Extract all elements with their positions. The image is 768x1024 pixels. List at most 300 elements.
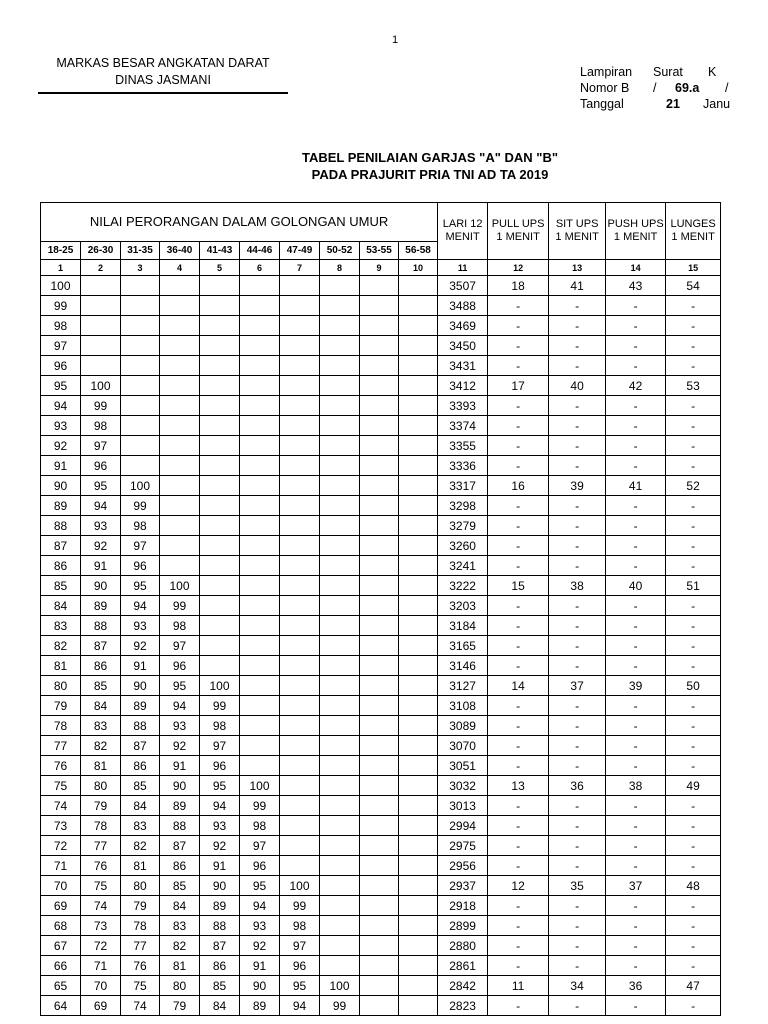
table-cell: -: [666, 816, 721, 836]
table-row: [41, 596, 721, 616]
table-row: [41, 956, 721, 976]
table-cell: [160, 316, 200, 336]
table-cell: 86: [160, 856, 200, 876]
table-cell: 3165: [438, 636, 488, 656]
table-cell: -: [606, 656, 666, 676]
table-cell: -: [488, 656, 549, 676]
table-cell: 99: [121, 496, 160, 516]
table-cell: 90: [160, 776, 200, 796]
table-cell: 89: [200, 896, 240, 916]
table-cell: -: [606, 296, 666, 316]
table-cell: [360, 976, 399, 996]
table-cell: [280, 856, 320, 876]
table-cell: 2861: [438, 956, 488, 976]
table-cell: 42: [606, 376, 666, 396]
table-cell: 100: [41, 276, 81, 296]
table-cell: 99: [81, 396, 121, 416]
table-cell: -: [666, 796, 721, 816]
table-cell: -: [666, 656, 721, 676]
table-cell: [360, 276, 399, 296]
table-cell: [399, 596, 438, 616]
table-row: [41, 336, 721, 356]
table-cell: [399, 416, 438, 436]
table-cell: [320, 576, 360, 596]
table-cell: 80: [121, 876, 160, 896]
table-cell: [399, 836, 438, 856]
table-cell: 92: [121, 636, 160, 656]
table-cell: 92: [41, 436, 81, 456]
table-cell: [280, 376, 320, 396]
table-cell: 69: [41, 896, 81, 916]
table-cell: 50: [666, 676, 721, 696]
table-cell: 98: [240, 816, 280, 836]
table-cell: 73: [81, 916, 121, 936]
table-cell: [320, 556, 360, 576]
table-cell: -: [488, 296, 549, 316]
table-cell: [360, 436, 399, 456]
table-cell: 3336: [438, 456, 488, 476]
table-cell: 98: [81, 416, 121, 436]
table-cell: 95: [200, 776, 240, 796]
table-cell: [320, 376, 360, 396]
table-cell: [399, 396, 438, 416]
table-cell: [121, 396, 160, 416]
table-cell: 99: [160, 596, 200, 616]
table-row: [41, 736, 721, 756]
table-cell: 35: [549, 876, 606, 896]
table-cell: [320, 696, 360, 716]
table-row: [41, 936, 721, 956]
table-cell: -: [666, 556, 721, 576]
table-cell: 3051: [438, 756, 488, 776]
table-cell: [160, 276, 200, 296]
table-cell: 66: [41, 956, 81, 976]
table-cell: [399, 776, 438, 796]
table-cell: [320, 716, 360, 736]
table-cell: 41: [606, 476, 666, 496]
table-cell: -: [606, 416, 666, 436]
table-row: [41, 796, 721, 816]
table-cell: -: [549, 856, 606, 876]
table-cell: -: [606, 896, 666, 916]
table-cell: -: [549, 416, 606, 436]
table-cell: 2899: [438, 916, 488, 936]
table-cell: [240, 356, 280, 376]
table-cell: 78: [121, 916, 160, 936]
document-title: [230, 149, 630, 183]
column-number-cell: 6: [240, 260, 280, 276]
table-cell: [280, 756, 320, 776]
table-cell: 16: [488, 476, 549, 496]
table-cell: 3507: [438, 276, 488, 296]
table-cell: 97: [240, 836, 280, 856]
age-group-cell: 47-49: [280, 242, 320, 260]
table-cell: 76: [41, 756, 81, 776]
column-number-cell: 7: [280, 260, 320, 276]
table-cell: [81, 276, 121, 296]
table-cell: -: [549, 516, 606, 536]
table-cell: [399, 436, 438, 456]
table-cell: [280, 576, 320, 596]
table-cell: 72: [81, 936, 121, 956]
table-cell: [320, 356, 360, 376]
title-line-1: TABEL PENILAIAN GARJAS "A" DAN "B": [301, 150, 559, 165]
ref-row-date: [580, 96, 768, 112]
table-cell: [360, 396, 399, 416]
table-cell: -: [666, 916, 721, 936]
table-cell: 3450: [438, 336, 488, 356]
table-cell: -: [488, 696, 549, 716]
table-cell: [121, 316, 160, 336]
table-cell: 83: [81, 716, 121, 736]
table-row: [41, 816, 721, 836]
column-number-cell: 13: [549, 260, 606, 276]
event-header-pushups: PUSH UPS 1 MENIT: [606, 203, 666, 260]
table-cell: -: [606, 636, 666, 656]
table-cell: [320, 336, 360, 356]
table-cell: -: [549, 636, 606, 656]
table-cell: 3317: [438, 476, 488, 496]
table-cell: 87: [41, 536, 81, 556]
table-cell: -: [488, 636, 549, 656]
table-cell: 70: [81, 976, 121, 996]
ref-row-attachment: [580, 64, 768, 80]
table-cell: 87: [81, 636, 121, 656]
table-cell: 40: [606, 576, 666, 596]
table-cell: [320, 316, 360, 336]
table-cell: -: [606, 956, 666, 976]
ref-label-date: Tanggal: [580, 97, 624, 111]
table-cell: -: [549, 536, 606, 556]
table-cell: 89: [121, 696, 160, 716]
table-cell: 90: [81, 576, 121, 596]
table-cell: 96: [121, 556, 160, 576]
table-cell: [121, 336, 160, 356]
age-group-cell: 18-25: [41, 242, 81, 260]
table-cell: 98: [200, 716, 240, 736]
table-cell: 84: [200, 996, 240, 1016]
table-cell: 83: [121, 816, 160, 836]
table-cell: 83: [41, 616, 81, 636]
table-cell: [399, 916, 438, 936]
table-cell: [360, 776, 399, 796]
table-cell: 3070: [438, 736, 488, 756]
table-cell: 75: [41, 776, 81, 796]
table-cell: 91: [121, 656, 160, 676]
table-cell: [200, 656, 240, 676]
table-cell: -: [488, 616, 549, 636]
table-cell: 81: [160, 956, 200, 976]
table-cell: 77: [121, 936, 160, 956]
column-number-cell: 5: [200, 260, 240, 276]
table-cell: 38: [549, 576, 606, 596]
table-cell: [360, 336, 399, 356]
table-cell: 91: [240, 956, 280, 976]
ref-label-attachment: Lampiran: [580, 65, 633, 79]
table-cell: 99: [280, 896, 320, 916]
table-cell: -: [606, 596, 666, 616]
age-group-cell: 50-52: [320, 242, 360, 260]
table-cell: [320, 876, 360, 896]
table-cell: -: [488, 396, 549, 416]
table-cell: 96: [81, 456, 121, 476]
table-cell: 95: [121, 576, 160, 596]
table-cell: -: [549, 316, 606, 336]
column-number-cell: 4: [160, 260, 200, 276]
table-cell: 49: [666, 776, 721, 796]
table-cell: [240, 516, 280, 536]
title-line-2: PADA PRAJURIT PRIA TNI AD TA 2019: [311, 167, 549, 182]
table-cell: -: [549, 956, 606, 976]
table-cell: [280, 316, 320, 336]
table-cell: 99: [320, 996, 360, 1016]
table-row: [41, 916, 721, 936]
table-cell: 12: [488, 876, 549, 896]
table-cell: [160, 476, 200, 496]
table-cell: [280, 516, 320, 536]
table-cell: 84: [41, 596, 81, 616]
table-cell: [360, 696, 399, 716]
table-cell: [240, 456, 280, 476]
table-cell: [121, 456, 160, 476]
age-group-cell: 56-58: [399, 242, 438, 260]
table-cell: [399, 716, 438, 736]
ref-day: 21: [666, 97, 680, 111]
table-cell: 47: [666, 976, 721, 996]
table-cell: 72: [41, 836, 81, 856]
table-cell: -: [606, 836, 666, 856]
table-row: [41, 676, 721, 696]
column-number-cell: 3: [121, 260, 160, 276]
table-cell: 74: [81, 896, 121, 916]
table-cell: [160, 436, 200, 456]
table-cell: [360, 616, 399, 636]
table-cell: 76: [81, 856, 121, 876]
table-cell: 2823: [438, 996, 488, 1016]
table-cell: 83: [160, 916, 200, 936]
table-cell: -: [666, 336, 721, 356]
ref-month: Janu: [703, 97, 731, 111]
table-cell: [320, 436, 360, 456]
table-cell: 81: [41, 656, 81, 676]
table-cell: -: [549, 656, 606, 676]
table-cell: 75: [121, 976, 160, 996]
table-cell: [320, 736, 360, 756]
table-cell: [160, 496, 200, 516]
table-cell: -: [606, 456, 666, 476]
table-cell: [360, 856, 399, 876]
table-cell: -: [488, 496, 549, 516]
table-cell: [360, 676, 399, 696]
table-cell: 86: [41, 556, 81, 576]
table-cell: [280, 636, 320, 656]
table-cell: -: [549, 936, 606, 956]
ref-label-number: Nomor B: [580, 81, 630, 95]
table-cell: 75: [81, 876, 121, 896]
table-cell: [360, 496, 399, 516]
table-cell: 98: [121, 516, 160, 536]
ref-value-attachment: Surat: [653, 65, 683, 79]
table-cell: 97: [200, 736, 240, 756]
table-cell: 94: [121, 596, 160, 616]
table-cell: [240, 616, 280, 636]
table-cell: 82: [160, 936, 200, 956]
table-cell: 79: [81, 796, 121, 816]
table-cell: 73: [41, 816, 81, 836]
table-cell: -: [488, 336, 549, 356]
table-cell: -: [606, 716, 666, 736]
table-cell: [200, 436, 240, 456]
table-cell: 86: [121, 756, 160, 776]
table-cell: -: [666, 516, 721, 536]
table-cell: 3184: [438, 616, 488, 636]
table-cell: [360, 556, 399, 576]
table-row: [41, 576, 721, 596]
table-cell: [320, 536, 360, 556]
table-row: [41, 296, 721, 316]
table-cell: [360, 576, 399, 596]
table-cell: [200, 616, 240, 636]
table-cell: -: [606, 816, 666, 836]
table-cell: [399, 336, 438, 356]
table-cell: 99: [240, 796, 280, 816]
table-cell: 94: [200, 796, 240, 816]
table-cell: 80: [41, 676, 81, 696]
table-cell: [200, 416, 240, 436]
age-group-cell: 41-43: [200, 242, 240, 260]
table-cell: [320, 616, 360, 636]
table-cell: [320, 276, 360, 296]
table-cell: [360, 356, 399, 376]
table-cell: 3393: [438, 396, 488, 416]
table-cell: 94: [280, 996, 320, 1016]
table-cell: [399, 956, 438, 976]
table-cell: 68: [41, 916, 81, 936]
table-cell: 98: [280, 916, 320, 936]
table-cell: [200, 636, 240, 656]
table-cell: 85: [121, 776, 160, 796]
table-cell: [320, 956, 360, 976]
table-cell: 93: [160, 716, 200, 736]
table-cell: 67: [41, 936, 81, 956]
table-cell: -: [488, 716, 549, 736]
table-cell: [280, 436, 320, 456]
table-row: [41, 656, 721, 676]
table-cell: -: [666, 616, 721, 636]
table-cell: 39: [606, 676, 666, 696]
table-cell: [320, 896, 360, 916]
table-cell: 93: [81, 516, 121, 536]
table-cell: 87: [200, 936, 240, 956]
table-cell: -: [488, 356, 549, 376]
table-cell: -: [549, 756, 606, 776]
table-cell: 64: [41, 996, 81, 1016]
table-cell: [280, 296, 320, 316]
table-cell: 34: [549, 976, 606, 996]
table-cell: 37: [606, 876, 666, 896]
table-cell: [160, 356, 200, 376]
table-cell: [280, 656, 320, 676]
table-cell: 74: [41, 796, 81, 816]
table-cell: 80: [81, 776, 121, 796]
age-group-cell: 36-40: [160, 242, 200, 260]
table-cell: 94: [160, 696, 200, 716]
table-cell: [240, 556, 280, 576]
table-cell: [280, 416, 320, 436]
table-cell: [280, 356, 320, 376]
table-cell: [360, 796, 399, 816]
table-cell: [240, 576, 280, 596]
column-number-cell: 9: [360, 260, 399, 276]
table-cell: [320, 756, 360, 776]
table-cell: [81, 356, 121, 376]
table-cell: -: [666, 596, 721, 616]
table-cell: 97: [160, 636, 200, 656]
table-cell: 3222: [438, 576, 488, 596]
table-cell: -: [488, 916, 549, 936]
table-cell: 3431: [438, 356, 488, 376]
table-cell: 89: [160, 796, 200, 816]
table-cell: [360, 876, 399, 896]
table-cell: 100: [121, 476, 160, 496]
table-cell: -: [488, 536, 549, 556]
table-cell: [280, 276, 320, 296]
ref-tail-attachment: K: [708, 65, 717, 79]
table-cell: -: [488, 816, 549, 836]
column-number-row: [41, 260, 721, 276]
table-cell: 96: [240, 856, 280, 876]
table-cell: 3355: [438, 436, 488, 456]
age-group-cell: 44-46: [240, 242, 280, 260]
table-cell: [399, 736, 438, 756]
table-cell: [360, 536, 399, 556]
table-cell: -: [666, 996, 721, 1016]
table-cell: [360, 516, 399, 536]
table-cell: [240, 696, 280, 716]
table-cell: -: [488, 896, 549, 916]
table-cell: 14: [488, 676, 549, 696]
score-table: [40, 202, 721, 1016]
table-cell: 36: [606, 976, 666, 996]
table-cell: 3469: [438, 316, 488, 336]
table-cell: -: [606, 616, 666, 636]
table-cell: [200, 296, 240, 316]
table-cell: 2918: [438, 896, 488, 916]
table-cell: 48: [666, 876, 721, 896]
table-cell: [399, 896, 438, 916]
column-number-cell: 2: [81, 260, 121, 276]
table-cell: -: [666, 296, 721, 316]
table-cell: [280, 796, 320, 816]
table-cell: [280, 676, 320, 696]
table-cell: -: [606, 536, 666, 556]
table-cell: [240, 436, 280, 456]
table-cell: 97: [41, 336, 81, 356]
table-cell: -: [666, 896, 721, 916]
table-cell: 51: [666, 576, 721, 596]
table-cell: [200, 476, 240, 496]
column-number-cell: 10: [399, 260, 438, 276]
table-cell: -: [549, 696, 606, 716]
table-cell: 18: [488, 276, 549, 296]
table-cell: [320, 596, 360, 616]
table-cell: [360, 376, 399, 396]
table-cell: -: [488, 736, 549, 756]
table-cell: [360, 596, 399, 616]
table-cell: [160, 536, 200, 556]
table-cell: 74: [121, 996, 160, 1016]
table-cell: [200, 536, 240, 556]
